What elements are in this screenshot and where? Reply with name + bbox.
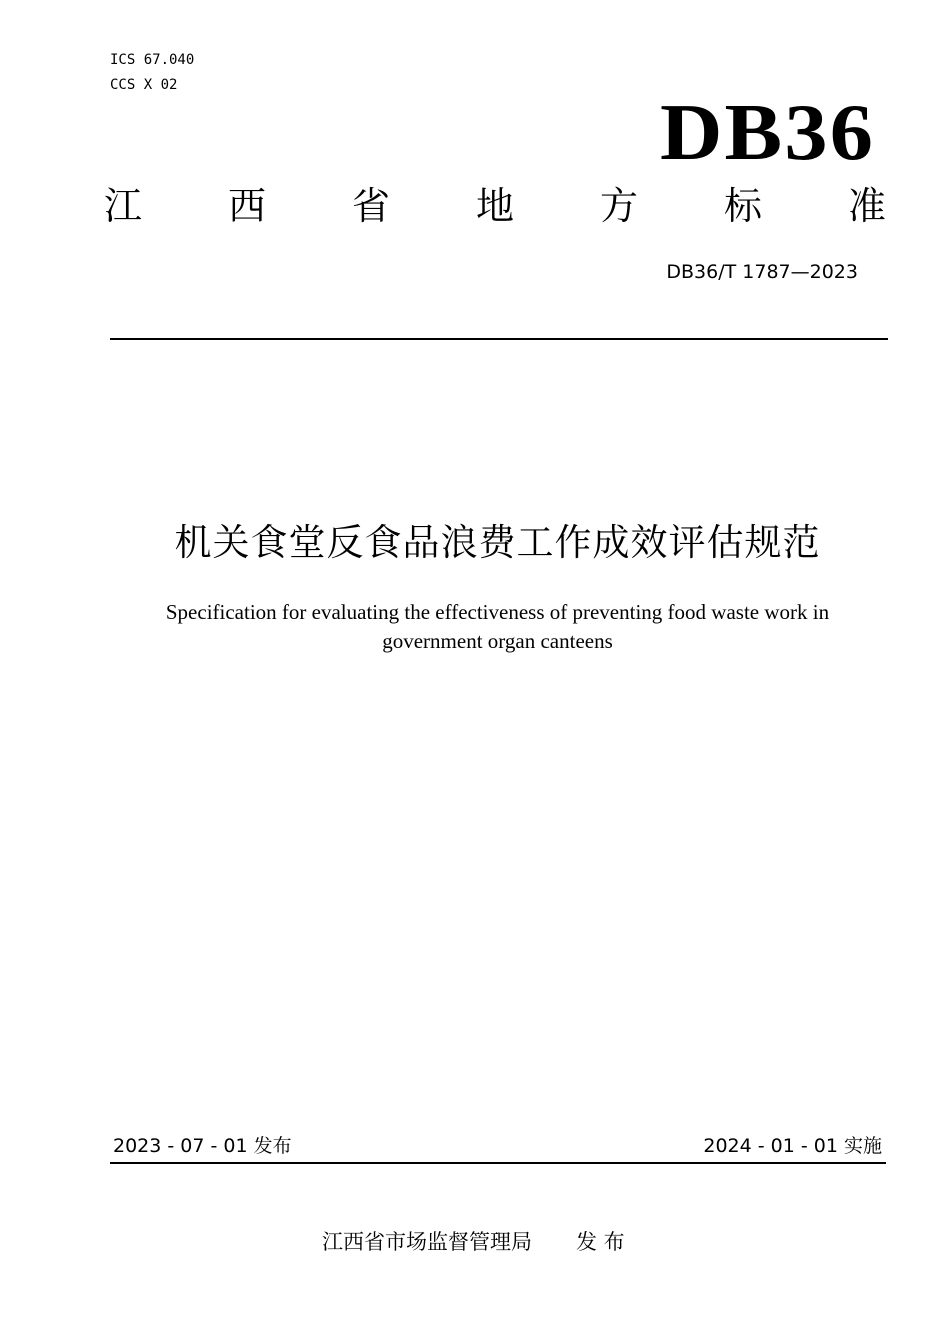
classification-codes xyxy=(110,48,194,98)
issuer-level-char: 西 xyxy=(227,184,266,228)
ccs-code: CCS X 02 xyxy=(110,77,178,93)
publisher-action: 发 布 xyxy=(576,1230,625,1254)
issuer-level-char: 地 xyxy=(475,184,514,228)
issuer-level-char: 准 xyxy=(847,184,886,228)
publisher-line xyxy=(322,1225,625,1259)
publisher-name: 江西省市场监督管理局 xyxy=(322,1230,532,1254)
issue-date: 2023 - 07 - 01 发布 xyxy=(113,1135,292,1157)
standard-logo: DB36 xyxy=(660,89,876,177)
header-divider xyxy=(110,338,888,340)
document-title-english: Specification for evaluating the effectiveness of preventing food waste work in government organ canteens xyxy=(165,600,830,653)
footer-divider xyxy=(110,1162,886,1164)
ics-code: ICS 67.040 xyxy=(110,52,195,68)
issuer-level-heading xyxy=(100,180,890,232)
issuer-level-char: 省 xyxy=(351,184,390,228)
issuer-level-char: 江 xyxy=(103,184,142,228)
standard-number: DB36/T 1787—2023 xyxy=(666,261,858,283)
implementation-date: 2024 - 01 - 01 实施 xyxy=(703,1135,882,1157)
document-title-chinese: 机关食堂反食品浪费工作成效评估规范 xyxy=(174,521,821,564)
issuer-level-char: 标 xyxy=(723,184,762,228)
issuer-level-char: 方 xyxy=(599,184,638,228)
